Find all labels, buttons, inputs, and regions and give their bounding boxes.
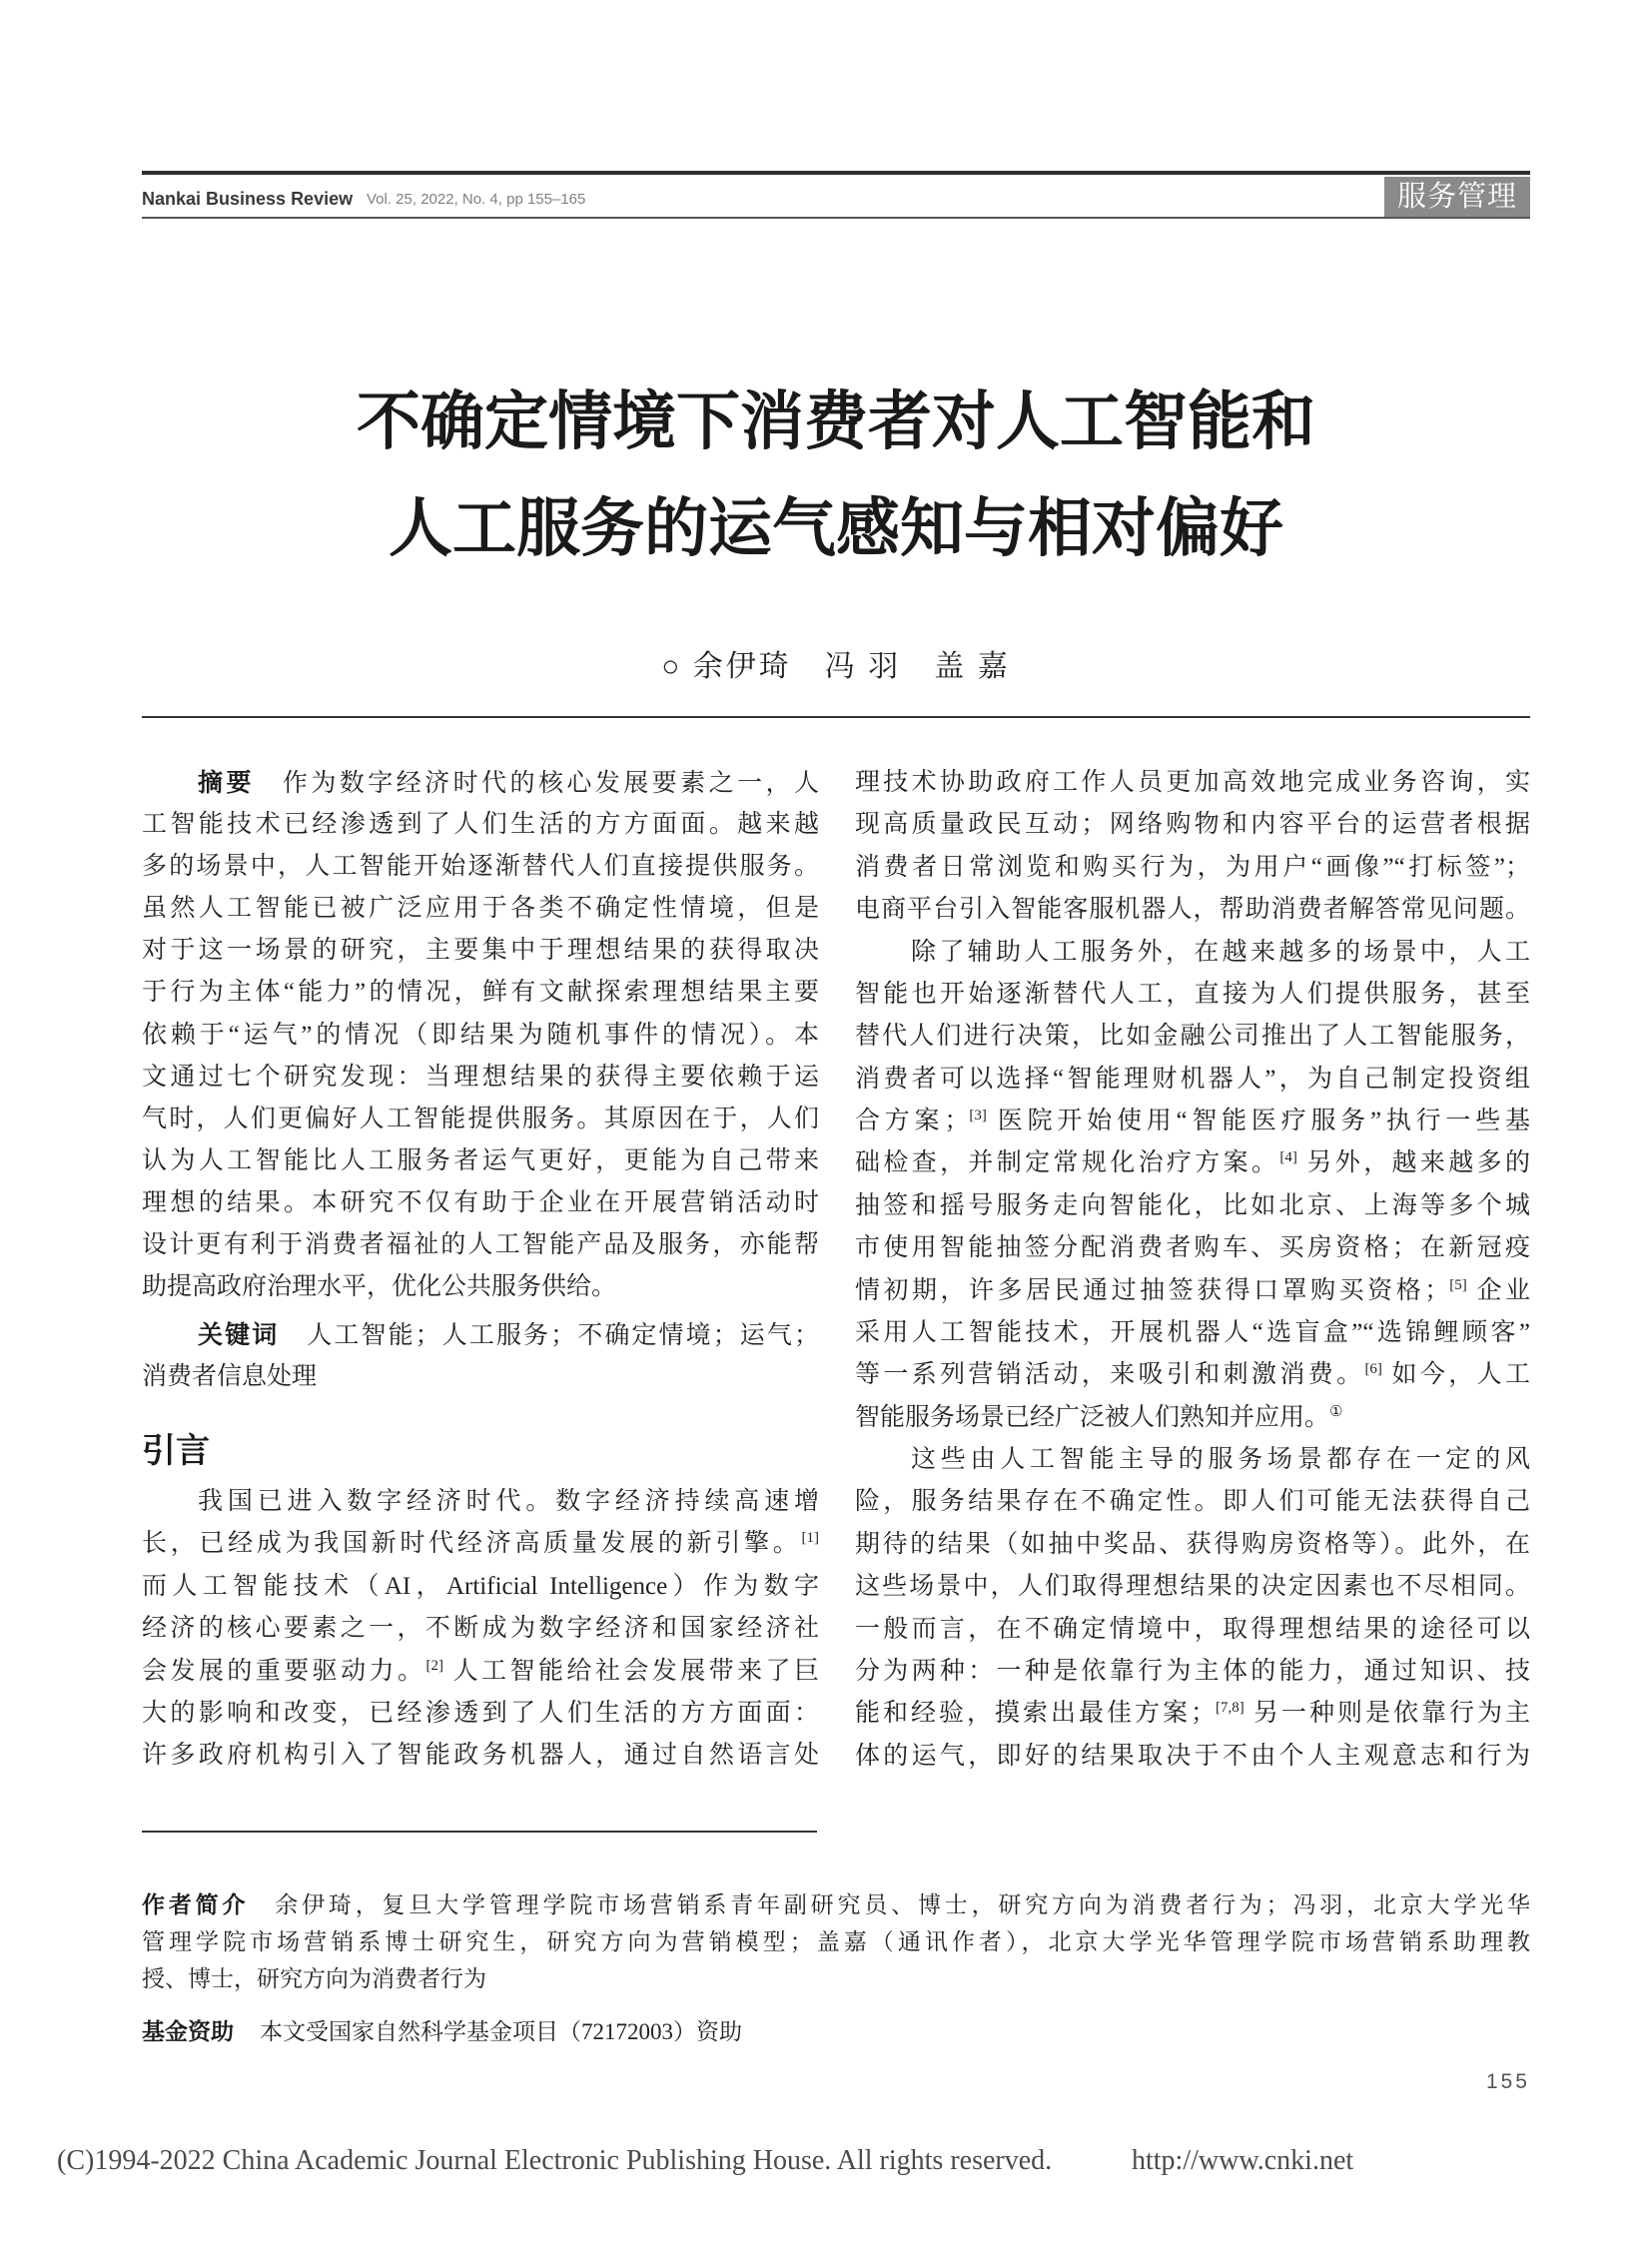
body-text-line [855,1270,1530,1312]
text-run: 理技术协助政府工作人员更加高效地完成业务咨询，实 [855,769,1530,796]
body-text-line [855,1651,1530,1693]
abstract-line [142,1182,819,1224]
text-run: 本文受国家自然科学基金项目（72172003）资助 [260,2019,742,2044]
text-run: 分为两种：一种是依靠行为主体的能力，通过知识、技 [855,1657,1530,1685]
body-text-line [855,1312,1530,1354]
body-text-line [855,1227,1530,1269]
text-run: 认为人工智能比人工服务者运气更好，更能为自己带来 [142,1146,819,1174]
body-text-line [855,1481,1530,1523]
text-run: 期待的结果（如抽中奖品、获得购房资格等）。此外，在 [855,1530,1530,1558]
body-text-line [855,1059,1530,1101]
text-run: 会发展的重要驱动力。 [142,1657,426,1685]
text-run: 电商平台引入智能客服机器人，帮助消费者解答常见问题。 [855,896,1530,924]
citation-mark: [7,8] [1215,1700,1244,1717]
text-run: 等一系列营销活动，来吸引和刺激消费。 [855,1361,1365,1389]
keywords-label: 关键词 [198,1321,280,1349]
journal-name: Nankai Business Review [142,189,354,209]
text-run: 管理学院市场营销系博士研究生，研究方向为营销模型；盖嘉（通讯作者），北京大学光华管理学院市场营销系助理教 [142,1929,1530,1954]
author-bio-line [142,1886,1530,1923]
text-run: 础检查，并制定常规化治疗方案。 [855,1149,1280,1177]
text-run: 气时，人们更偏好人工智能提供服务。其原因在于，人们 [142,1105,819,1132]
text-run: 人工智能给社会发展带来了巨 [442,1657,819,1685]
citation-mark: ① [1329,1403,1343,1420]
header-top-rule [142,171,1530,175]
body-text-line [855,1397,1530,1439]
body-text-line [855,889,1530,931]
body-text-line [855,1524,1530,1566]
body-text-line [855,847,1530,889]
keywords-line [142,1356,819,1398]
body-text-line [142,1693,819,1735]
citation-mark: [5] [1449,1276,1467,1293]
author-bio-block [142,1886,1530,1997]
body-text-line [855,1354,1530,1396]
author-bio-label: 作者简介 [142,1891,250,1917]
text-run: 另外，越来越多的 [1296,1149,1530,1177]
text-run: 一般而言，在不确定情境中，取得理想结果的途径可以 [855,1615,1530,1643]
body-text-line [855,804,1530,846]
abstract-line [142,888,819,930]
funding-line [142,2013,1530,2050]
text-run: 抽签和摇号服务走向智能化，比如北京、上海等多个城 [855,1191,1530,1219]
text-run: 理想的结果。本研究不仅有助于企业在开展营销活动时 [142,1188,819,1216]
keywords-block [142,1314,819,1398]
body-text-line [855,762,1530,804]
abstract-line [142,804,819,846]
author-list: ○ 余伊琦 冯 羽 盖 嘉 [661,650,1011,683]
body-text-line [855,1142,1530,1184]
body-text-line [855,932,1530,974]
abstract-line [142,1224,819,1266]
text-run: 我国已进入数字经济时代。数字经济持续高速增 [198,1488,819,1515]
body-text-line [855,1439,1530,1481]
text-run: 设计更有利于消费者福祉的人工智能产品及服务，亦能帮 [142,1231,819,1259]
citation-mark: [6] [1364,1361,1382,1378]
text-run: 而人工智能技术（AI，Artificial Intelligence）作为数字 [142,1572,819,1600]
text-run: 市使用智能抽签分配消费者购车、买房资格；在新冠疫 [855,1234,1530,1262]
text-run: 现高质量政民互动；网络购物和内容平台的运营者根据 [855,811,1530,839]
funding-label: 基金资助 [142,2018,234,2044]
citation-mark: [4] [1279,1149,1297,1166]
body-text-line [142,1523,819,1565]
text-run: 文通过七个研究发现：当理想结果的获得主要依赖于运 [142,1063,819,1091]
text-run: 消费者日常浏览和购买行为，为用户“画像”“打标签”； [855,853,1530,881]
section-label: 服务管理 [1384,177,1530,217]
text-run: 依赖于“运气”的情况（即结果为随机事件的情况）。本 [142,1021,819,1049]
abstract-label: 摘要 [198,769,255,797]
text-run: 消费者信息处理 [142,1363,318,1390]
copyright-url: http://www.cnki.net [1132,2145,1354,2176]
header-bottom-rule [142,217,1530,219]
text-run: 体的运气，即好的结果取决于不由个人主观意志和行为 [855,1742,1530,1770]
text-run: 能和经验，摸索出最佳方案； [855,1700,1216,1728]
body-text-line [855,974,1530,1016]
author-bio-line [142,1923,1530,1960]
footnote-divider-rule [142,1831,817,1833]
abstract-block [142,762,819,1308]
text-run: 智能也开始逐渐替代人工，直接为人们提供服务，甚至 [855,980,1530,1008]
body-text-line [855,1736,1530,1778]
abstract-line [142,762,819,804]
text-run: 合方案； [855,1108,970,1134]
text-run: 险，服务结果存在不确定性。即人们可能无法获得自己 [855,1488,1530,1516]
text-run: 智能服务场景已经广泛被人们熟知并应用。 [855,1403,1330,1431]
title-divider-rule [142,716,1530,718]
text-run: 情初期，许多居民通过抽签获得口罩购买资格； [855,1276,1450,1304]
body-text-line [142,1608,819,1650]
abstract-line [142,1015,819,1057]
body-text-line [855,1609,1530,1651]
body-text-line [855,1566,1530,1608]
abstract-line [142,1140,819,1182]
text-run: 虽然人工智能已被广泛应用于各类不确定性情境，但是 [142,895,819,923]
text-run: 经济的核心要素之一，不断成为数字经济和国家经济社 [142,1615,819,1643]
text-run: 采用人工智能技术，开展机器人“选盲盒”“选锦鲤顾客” [855,1318,1530,1346]
text-run: 大的影响和改变，已经渗透到了人们生活的方方面面： [142,1699,819,1727]
body-text-line [855,1016,1530,1058]
text-run: 工智能技术已经渗透到了人们生活的方方面面。越来越 [142,811,819,839]
text-run: 许多政府机构引入了智能政务机器人，通过自然语言处 [142,1742,819,1770]
abstract-line [142,930,819,972]
body-text-line [142,1735,819,1777]
abstract-line [142,1057,819,1099]
section-heading-introduction: 引言 [142,1432,210,1470]
page-number: 155 [1485,2070,1530,2093]
text-run: 授、博士，研究方向为消费者行为 [142,1966,486,1991]
citation-mark: [1] [801,1530,819,1547]
text-run: 于行为主体“能力”的情况，鲜有文献探索理想结果主要 [142,979,819,1007]
body-text-line [855,1185,1530,1227]
text-run: 除了辅助人工服务外，在越来越多的场景中，人工 [911,938,1530,966]
body-text-line [855,1101,1530,1142]
abstract-line [142,1266,819,1308]
text-run: 替代人们进行决策，比如金融公司推出了人工智能服务， [855,1023,1530,1051]
introduction-right-column [855,762,1530,1778]
article-title-line-2: 人工服务的运气感知与相对偏好 [389,492,1283,564]
body-text-line [142,1566,819,1608]
introduction-left-column [142,1481,819,1778]
body-text-line [855,1693,1530,1735]
body-text-line [142,1651,819,1693]
text-run: 如今，人工 [1381,1361,1530,1389]
citation-mark: [2] [425,1657,443,1674]
text-run: 对于这一场景的研究，主要集中于理想结果的获得取决 [142,937,819,965]
abstract-line [142,1099,819,1140]
text-run: 企业 [1466,1276,1530,1304]
text-run: 另一种则是依靠行为主 [1243,1700,1530,1728]
body-text-line [142,1481,819,1523]
text-run: 作为数字经济时代的核心发展要素之一，人 [282,770,819,797]
abstract-line [142,846,819,888]
issue-info: Vol. 25, 2022, No. 4, pp 155–165 [367,191,586,208]
funding-block [142,2013,1530,2050]
text-run: 长，已经成为我国新时代经济高质量发展的新引擎。 [142,1530,802,1558]
text-run: 这些场景中，人们取得理想结果的决定因素也不尽相同。 [855,1573,1530,1601]
article-title-line-1: 不确定情境下消费者对人工智能和 [357,385,1315,457]
keywords-line [142,1314,819,1356]
copyright-notice: (C)1994-2022 China Academic Journal Electronic Publishing House. All rights reserved. [57,2145,1053,2176]
citation-mark: [3] [969,1108,987,1123]
text-run: 消费者可以选择“智能理财机器人”，为自己制定投资组 [855,1065,1530,1093]
abstract-line [142,972,819,1014]
text-run: 这些由人工智能主导的服务场景都存在一定的风 [911,1446,1530,1473]
text-run: 人工智能；人工服务；不确定情境；运气； [307,1322,819,1349]
text-run: 助提高政府治理水平，优化公共服务供给。 [142,1273,617,1301]
text-run: 余伊琦，复旦大学管理学院市场营销系青年副研究员、博士，研究方向为消费者行为；冯羽，北京大学光华 [275,1892,1530,1917]
text-run: 医院开始使用“智能医疗服务”执行一些基 [986,1108,1530,1134]
text-run: 多的场景中，人工智能开始逐渐替代人们直接提供服务。 [142,853,819,881]
author-bio-line [142,1960,1530,1997]
